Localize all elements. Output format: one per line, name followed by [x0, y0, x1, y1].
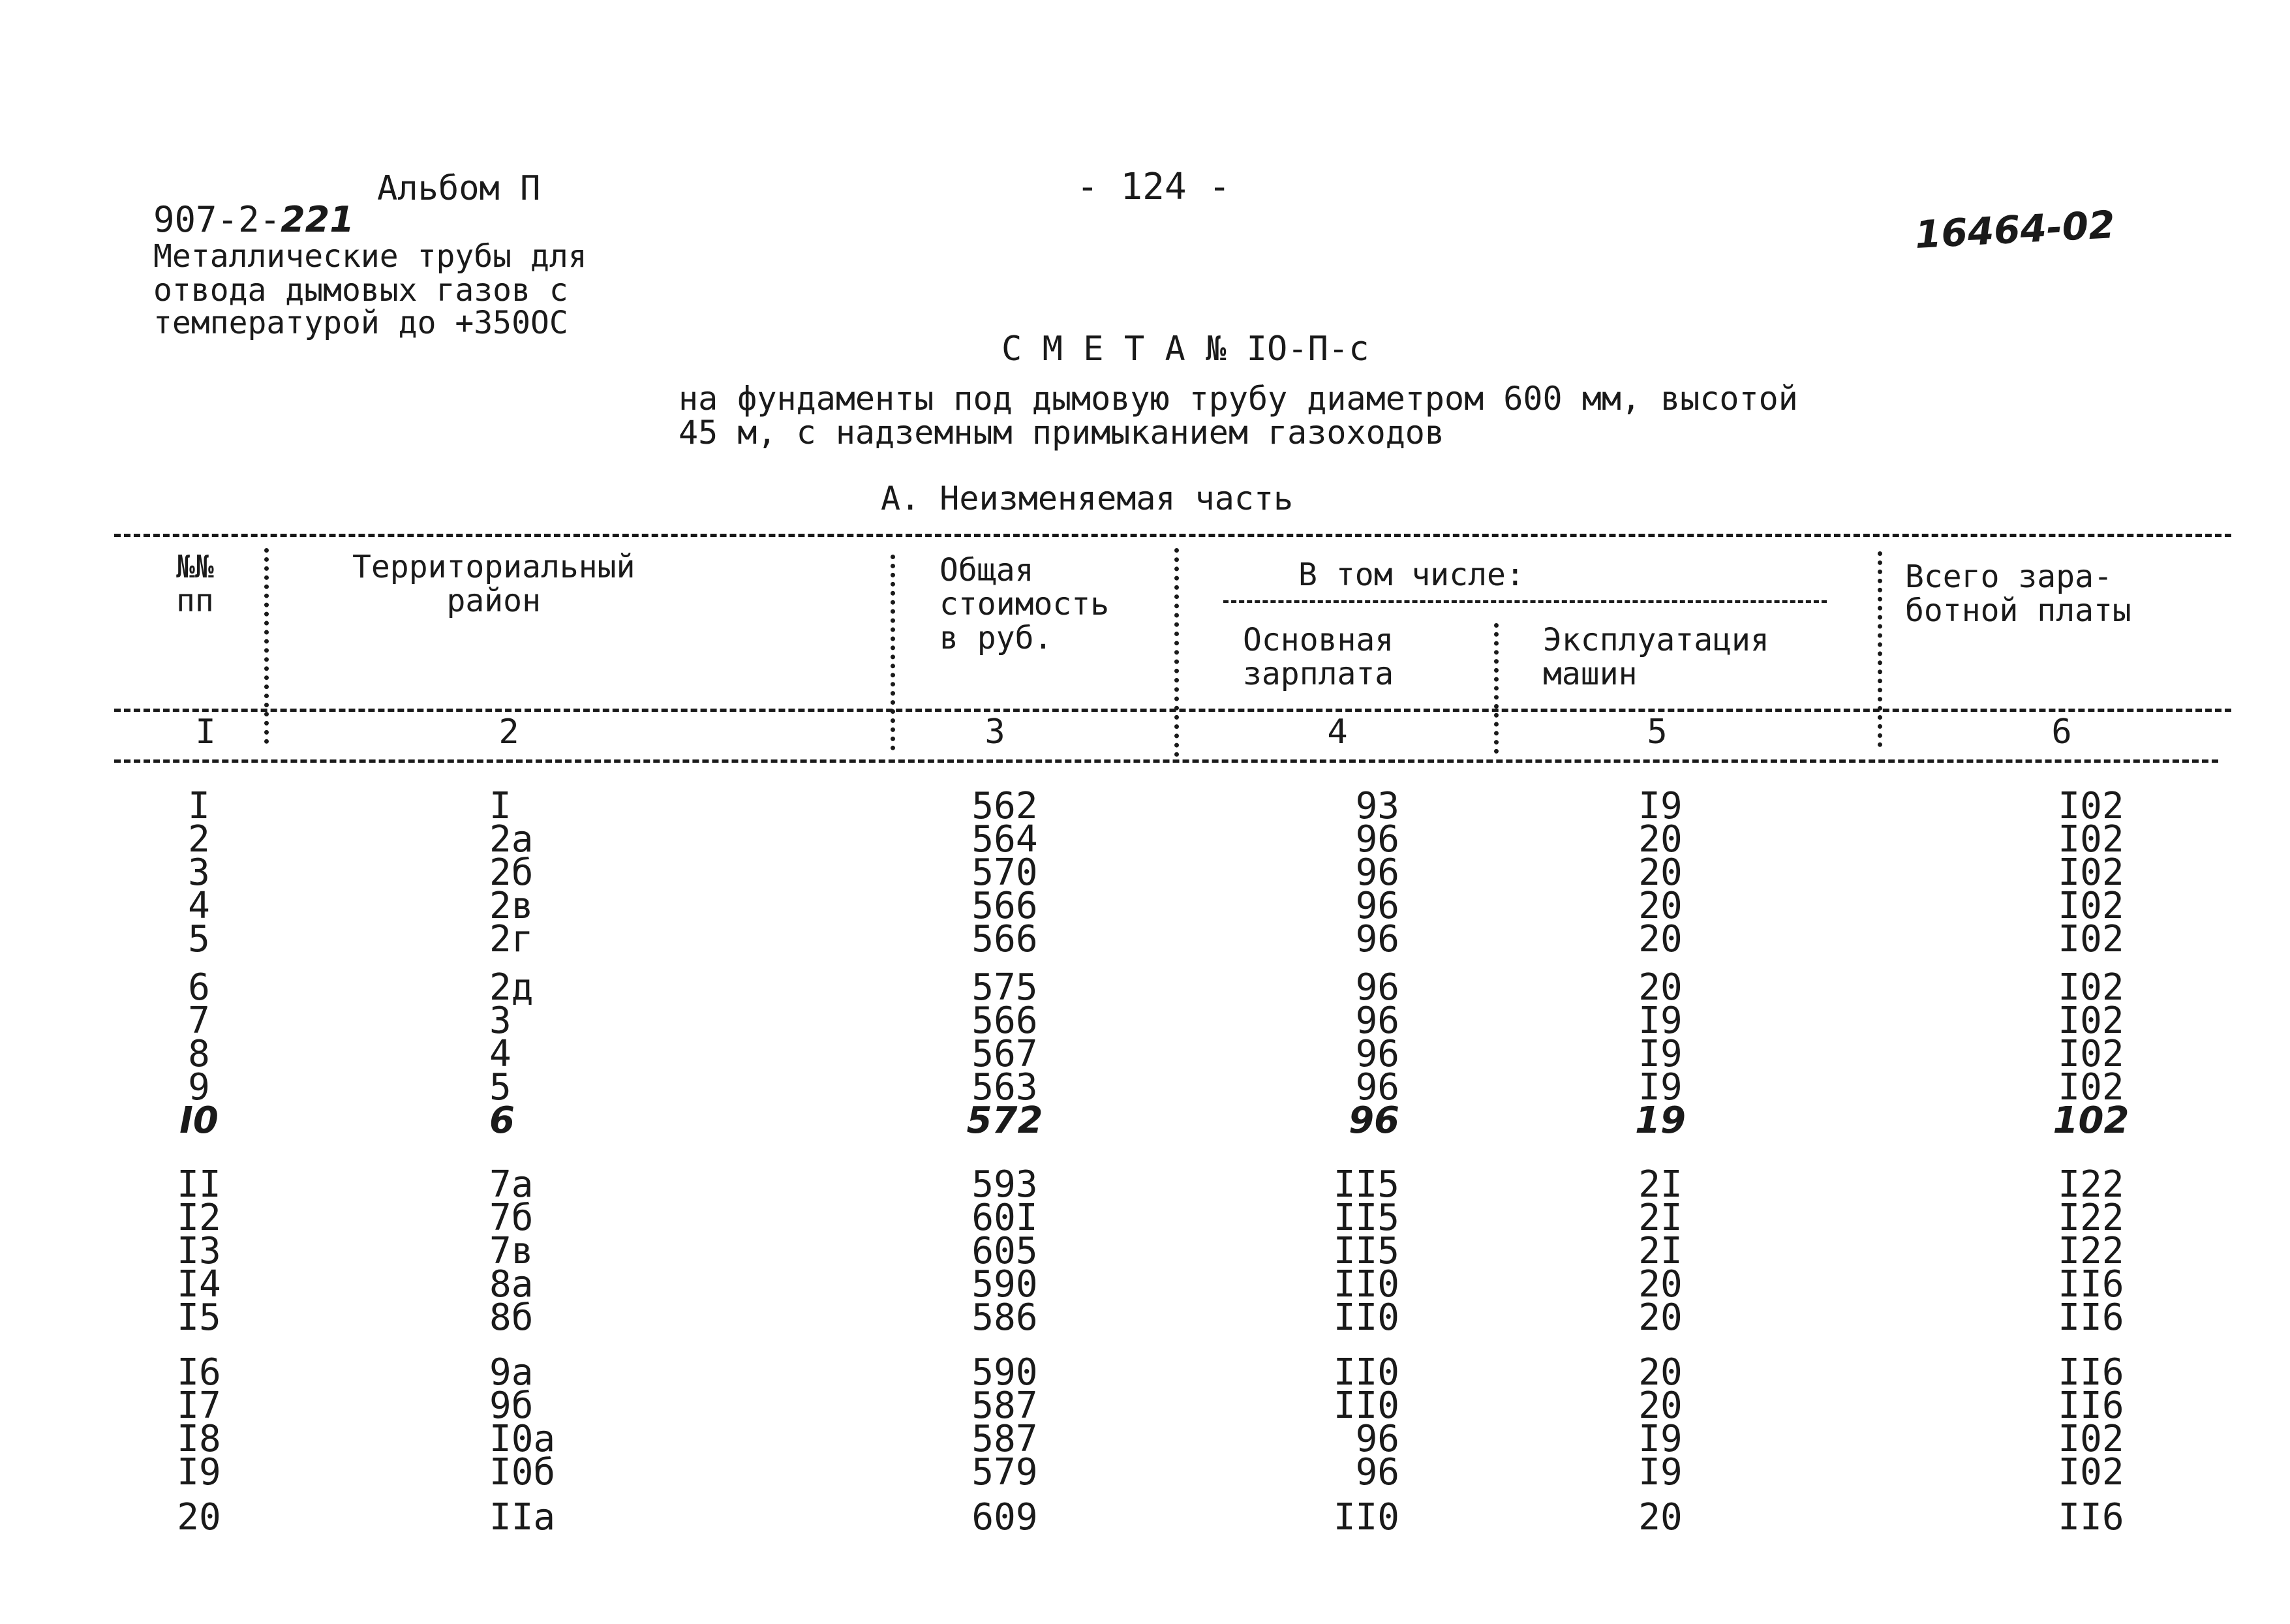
cell-total-cost: 590: [971, 1263, 1038, 1306]
header-bottom-rule: [114, 709, 2231, 712]
subheader-rule: [1223, 600, 1827, 603]
cell-base-salary: 96: [1355, 966, 1399, 1009]
cell-num: II: [177, 1163, 221, 1206]
cell-machines: 20: [1638, 1351, 1683, 1394]
cell-district: 9а: [489, 1351, 534, 1394]
cell-num: I6: [177, 1351, 221, 1394]
column-divider-4: [1494, 623, 1499, 754]
cell-total-cost: 593: [971, 1163, 1038, 1206]
cell-base-salary: 96: [1355, 1066, 1399, 1109]
cell-num: I4: [177, 1263, 221, 1306]
column-divider-5: [1878, 551, 1882, 747]
cell-machines: 20: [1638, 1263, 1683, 1306]
cell-total-salary: II6: [2058, 1296, 2124, 1339]
cell-num: I9: [177, 1451, 221, 1494]
cell-base-salary: II0: [1333, 1351, 1399, 1394]
cell-total-cost: 605: [971, 1230, 1038, 1272]
cell-total-salary: I02: [2058, 918, 2124, 960]
cell-total-salary: II6: [2058, 1385, 2124, 1427]
cell-district: 2а: [489, 818, 534, 861]
cell-district: I: [489, 785, 511, 827]
cell-machines: 2I: [1638, 1197, 1683, 1239]
estimate-title: С М Е Т А № IO-П-с: [1001, 329, 1369, 369]
cell-base-salary: 96: [1355, 851, 1399, 894]
cell-total-cost: 562: [971, 785, 1038, 827]
cell-machines: 20: [1638, 1385, 1683, 1427]
cell-machines: I9: [1638, 1033, 1683, 1075]
section-title: А. Неизменяемая часть: [881, 480, 1294, 517]
cell-num: 5: [188, 918, 210, 960]
cell-total-cost: 586: [971, 1296, 1038, 1339]
cell-base-salary: 93: [1355, 785, 1399, 827]
header-machines: Эксплуатация машин: [1543, 622, 1769, 692]
cell-machines: 20: [1638, 918, 1683, 960]
cell-machines: 20: [1638, 1496, 1683, 1539]
cell-total-cost: 587: [971, 1418, 1038, 1460]
cell-total-cost: 563: [971, 1066, 1038, 1109]
cell-num: I2: [177, 1197, 221, 1239]
cell-base-salary: 96: [1355, 1033, 1399, 1075]
cell-total-cost: 566: [971, 918, 1038, 960]
column-number-1: I: [195, 712, 216, 752]
cell-total-salary: I22: [2058, 1230, 2124, 1272]
header-num: №№ пп: [176, 549, 214, 619]
cell-total-salary: I02: [2058, 785, 2124, 827]
estimate-subtitle-line-1: на фундаменты под дымовую трубу диаметром 600 мм, высотой: [679, 380, 1798, 418]
cell-total-salary: I02: [2058, 1066, 2124, 1109]
cell-district: 4: [489, 1033, 511, 1075]
cell-district: 8а: [489, 1263, 534, 1306]
column-number-2: 2: [498, 712, 519, 752]
cell-machines: 2I: [1638, 1230, 1683, 1272]
cell-total-salary: II6: [2058, 1351, 2124, 1394]
cell-total-salary: I22: [2058, 1197, 2124, 1239]
cell-base-salary: II0: [1333, 1385, 1399, 1427]
document-code-printed: 907-2-: [153, 199, 281, 240]
column-divider-1: [264, 548, 269, 744]
column-number-6: 6: [2051, 712, 2072, 752]
column-number-3: 3: [985, 712, 1005, 752]
cell-machines: I9: [1638, 1451, 1683, 1494]
cell-num: 3: [188, 851, 210, 894]
cell-num: 2: [188, 818, 210, 861]
cell-base-salary: II0: [1333, 1263, 1399, 1306]
cell-base-salary: II5: [1333, 1230, 1399, 1272]
cell-district: 2в: [489, 885, 534, 927]
cell-total-cost: 566: [971, 1000, 1038, 1042]
cell-district: I0а: [489, 1418, 556, 1460]
page-number: - 124 -: [1076, 166, 1231, 208]
cell-total-cost: 572: [966, 1099, 1043, 1142]
header-district: Территориальный район: [352, 549, 635, 619]
cell-machines: 20: [1638, 966, 1683, 1009]
album-label: Альбом П: [377, 169, 541, 208]
cell-base-salary: II0: [1333, 1296, 1399, 1339]
cell-district: 3: [489, 1000, 511, 1042]
cell-district: IIа: [489, 1496, 556, 1539]
cell-num: 4: [188, 885, 210, 927]
description-line-3: температурой до +350ОС: [153, 305, 568, 341]
cell-total-salary: 102: [2053, 1099, 2130, 1142]
cell-machines: 20: [1638, 1296, 1683, 1339]
cell-base-salary: 96: [1349, 1099, 1399, 1142]
cell-num: 7: [188, 1000, 210, 1042]
cell-num: I0: [179, 1099, 219, 1142]
cell-machines: 20: [1638, 851, 1683, 894]
cell-num: 20: [177, 1496, 221, 1539]
cell-total-salary: II6: [2058, 1263, 2124, 1306]
cell-total-cost: 564: [971, 818, 1038, 861]
cell-total-cost: 575: [971, 966, 1038, 1009]
cell-total-cost: 566: [971, 885, 1038, 927]
cell-total-cost: 590: [971, 1351, 1038, 1394]
estimate-subtitle-line-2: 45 м, с надземным примыканием газоходов: [679, 414, 1444, 452]
cell-base-salary: 96: [1355, 918, 1399, 960]
cell-total-salary: I02: [2058, 1418, 2124, 1460]
cell-district: 7б: [489, 1197, 534, 1239]
cell-total-salary: I02: [2058, 1033, 2124, 1075]
cell-num: I3: [177, 1230, 221, 1272]
cell-base-salary: 96: [1355, 885, 1399, 927]
header-including: В том числе:: [1298, 557, 1525, 593]
cell-machines: I9: [1638, 1066, 1683, 1109]
column-divider-2: [891, 555, 895, 750]
document-code-handwritten: 221: [281, 199, 354, 240]
cell-machines: 20: [1638, 885, 1683, 927]
cell-num: I8: [177, 1418, 221, 1460]
cell-district: 2д: [489, 966, 534, 1009]
cell-total-cost: 60I: [971, 1197, 1038, 1239]
header-total-cost: Общая стоимость в руб.: [939, 552, 1110, 656]
cell-num: I: [188, 785, 210, 827]
cell-machines: 19: [1635, 1099, 1686, 1142]
cell-base-salary: II0: [1333, 1496, 1399, 1539]
cell-num: 6: [188, 966, 210, 1009]
cell-total-cost: 587: [971, 1385, 1038, 1427]
cell-total-salary: I02: [2058, 1000, 2124, 1042]
cell-total-salary: I02: [2058, 885, 2124, 927]
column-number-rule: [114, 759, 2218, 763]
cell-machines: 20: [1638, 818, 1683, 861]
cell-base-salary: II5: [1333, 1197, 1399, 1239]
cell-district: 8б: [489, 1296, 534, 1339]
cell-total-cost: 567: [971, 1033, 1038, 1075]
cell-district: 2б: [489, 851, 534, 894]
document-code: [111, 171, 354, 240]
description-line-2: отвода дымовых газов с: [153, 272, 568, 309]
column-number-5: 5: [1647, 712, 1668, 752]
cell-district: I0б: [489, 1451, 556, 1494]
cell-district: 7а: [489, 1163, 534, 1206]
cell-total-salary: II6: [2058, 1496, 2124, 1539]
column-number-4: 4: [1327, 712, 1348, 752]
cell-district: 7в: [489, 1230, 534, 1272]
cell-district: 9б: [489, 1385, 534, 1427]
cell-total-cost: 609: [971, 1496, 1038, 1539]
cell-total-salary: I02: [2058, 1451, 2124, 1494]
cell-num: 9: [188, 1066, 210, 1109]
table-top-rule: [114, 534, 2231, 537]
cell-base-salary: 96: [1355, 1418, 1399, 1460]
cell-total-salary: I02: [2058, 818, 2124, 861]
cell-district: 6: [489, 1099, 515, 1142]
column-divider-3: [1174, 548, 1179, 757]
cell-total-salary: I22: [2058, 1163, 2124, 1206]
cell-total-salary: I02: [2058, 966, 2124, 1009]
cell-machines: I9: [1638, 1418, 1683, 1460]
cell-machines: I9: [1638, 785, 1683, 827]
cell-machines: 2I: [1638, 1163, 1683, 1206]
cell-num: 8: [188, 1033, 210, 1075]
cell-total-salary: I02: [2058, 851, 2124, 894]
cell-district: 5: [489, 1066, 511, 1109]
cell-num: I5: [177, 1296, 221, 1339]
cell-machines: I9: [1638, 1000, 1683, 1042]
cell-district: 2г: [489, 918, 534, 960]
cell-total-cost: 570: [971, 851, 1038, 894]
cell-base-salary: 96: [1355, 1000, 1399, 1042]
header-base-salary: Основная зарплата: [1243, 622, 1394, 692]
cell-base-salary: II5: [1333, 1163, 1399, 1206]
cell-total-cost: 579: [971, 1451, 1038, 1494]
cell-base-salary: 96: [1355, 1451, 1399, 1494]
handwritten-stamp-number: 16464-02: [1914, 202, 2116, 257]
header-total-salary: Всего зара- ботной платы: [1905, 559, 2131, 629]
cell-num: I7: [177, 1385, 221, 1427]
cell-base-salary: 96: [1355, 818, 1399, 861]
description-line-1: Металлические трубы для: [153, 238, 587, 275]
